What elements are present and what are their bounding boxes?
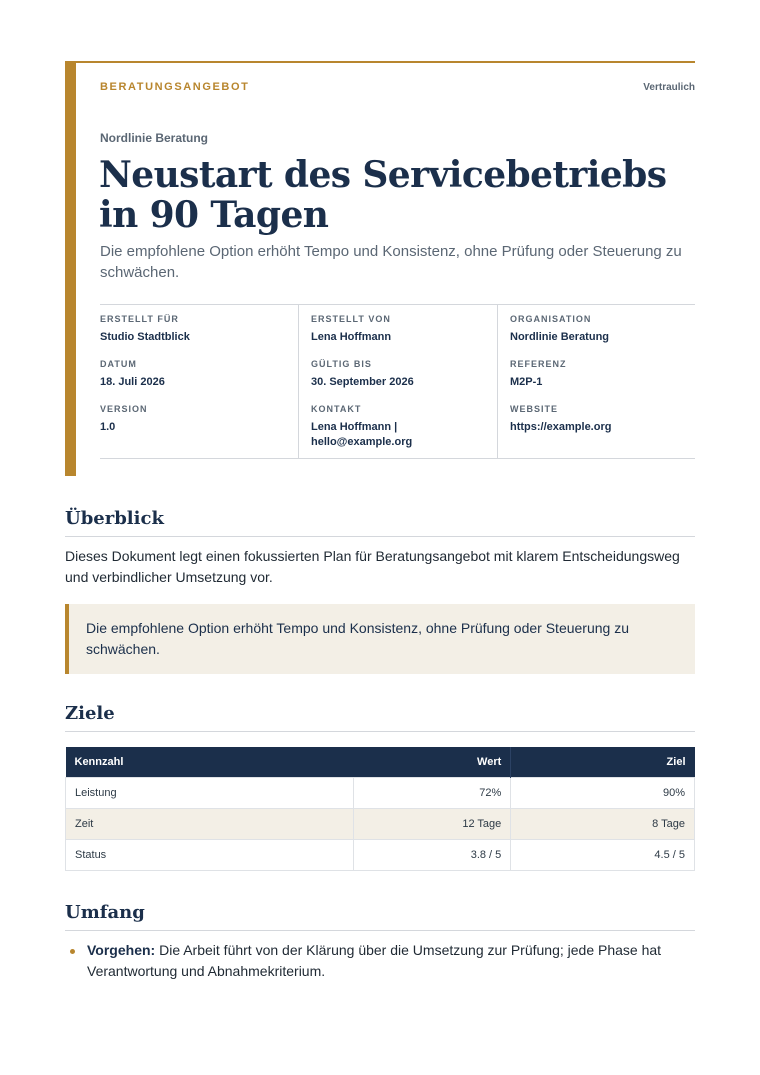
- meta-value: https://example.org: [510, 421, 612, 433]
- callout-text: Die empfohlene Option erhöht Tempo und Konsistenz, ohne Prüfung oder Steuerung zu schwächen.: [86, 620, 629, 657]
- confidentiality-label: Vertraulich: [643, 82, 695, 93]
- list-item-term: Vorgehen:: [87, 942, 156, 958]
- meta-label: DATUM: [100, 359, 137, 369]
- meta-value: 1.0: [100, 421, 116, 433]
- meta-valid-until: [311, 359, 491, 390]
- meta-value: M2P-1: [510, 376, 543, 388]
- meta-website: [510, 404, 690, 435]
- goals-heading: Ziele: [65, 703, 695, 732]
- meta-label: ERSTELLT FÜR: [100, 314, 179, 324]
- document-title: Neustart des Servicebetriebs in 90 Tagen: [99, 154, 667, 236]
- meta-date: [100, 359, 280, 390]
- column-header-value: Wert: [353, 747, 511, 778]
- meta-label: GÜLTIG BIS: [311, 359, 372, 369]
- cover-block: [65, 61, 695, 476]
- callout-accent-bar: [65, 604, 69, 674]
- meta-created-for: [100, 314, 280, 345]
- table-cell: Leistung: [66, 778, 354, 809]
- table-row: [66, 840, 695, 871]
- bullet-icon: [70, 949, 75, 954]
- meta-reference: [510, 359, 690, 390]
- document-type-label: BERATUNGSANGEBOT: [100, 81, 250, 93]
- meta-organization: [510, 314, 690, 345]
- table-cell: 72%: [353, 778, 511, 809]
- cover-top-rule: [65, 61, 695, 63]
- table-header-row: [66, 747, 695, 778]
- metadata-grid: [100, 304, 695, 459]
- organization-name: Nordlinie Beratung: [100, 131, 209, 145]
- meta-value: 18. Juli 2026: [100, 376, 165, 388]
- meta-value: Studio Stadtblick: [100, 331, 190, 343]
- meta-label: ORGANISATION: [510, 314, 592, 324]
- scope-heading: Umfang: [65, 902, 695, 931]
- callout-box: [65, 604, 695, 674]
- cover-accent-bar: [65, 61, 76, 476]
- goals-table: [65, 747, 695, 871]
- meta-value: Lena Hoffmann | hello@example.org: [311, 421, 413, 448]
- table-cell: 8 Tage: [511, 809, 695, 840]
- meta-created-by: [311, 314, 491, 345]
- table-cell: 4.5 / 5: [511, 840, 695, 871]
- table-cell: Zeit: [66, 809, 354, 840]
- meta-contact: [311, 404, 461, 450]
- metadata-column: [100, 305, 298, 458]
- document-subtitle: Die empfohlene Option erhöht Tempo und Konsistenz, ohne Prüfung oder Steuerung zu schwächen.: [100, 243, 682, 281]
- table-cell: Status: [66, 840, 354, 871]
- meta-value: Lena Hoffmann: [311, 331, 392, 343]
- table-cell: 12 Tage: [353, 809, 511, 840]
- metadata-column: [298, 305, 497, 458]
- column-header-metric: Kennzahl: [66, 747, 354, 778]
- table-row: [66, 809, 695, 840]
- table-cell: 90%: [511, 778, 695, 809]
- table-row: [66, 778, 695, 809]
- metadata-column: [497, 305, 696, 458]
- meta-value: 30. September 2026: [311, 376, 414, 388]
- meta-label: VERSION: [100, 404, 148, 414]
- meta-version: [100, 404, 280, 435]
- list-item: [65, 940, 695, 982]
- meta-label: ERSTELLT VON: [311, 314, 391, 324]
- meta-label: KONTAKT: [311, 404, 362, 414]
- list-item-text: Die Arbeit führt von der Klärung über die Umsetzung zur Prüfung; jede Phase hat Verantwortung und Abnahmekriterium.: [87, 942, 662, 979]
- meta-label: WEBSITE: [510, 404, 559, 414]
- meta-value: Nordlinie Beratung: [510, 331, 610, 343]
- overview-heading: Überblick: [65, 508, 695, 537]
- meta-label: REFERENZ: [510, 359, 567, 369]
- overview-text: Dieses Dokument legt einen fokussierten Plan für Beratungsangebot mit klarem Entscheidungsweg und verbindlicher Umsetzung vor.: [65, 548, 680, 585]
- column-header-target: Ziel: [511, 747, 695, 778]
- table-cell: 3.8 / 5: [353, 840, 511, 871]
- scope-list: [65, 940, 695, 982]
